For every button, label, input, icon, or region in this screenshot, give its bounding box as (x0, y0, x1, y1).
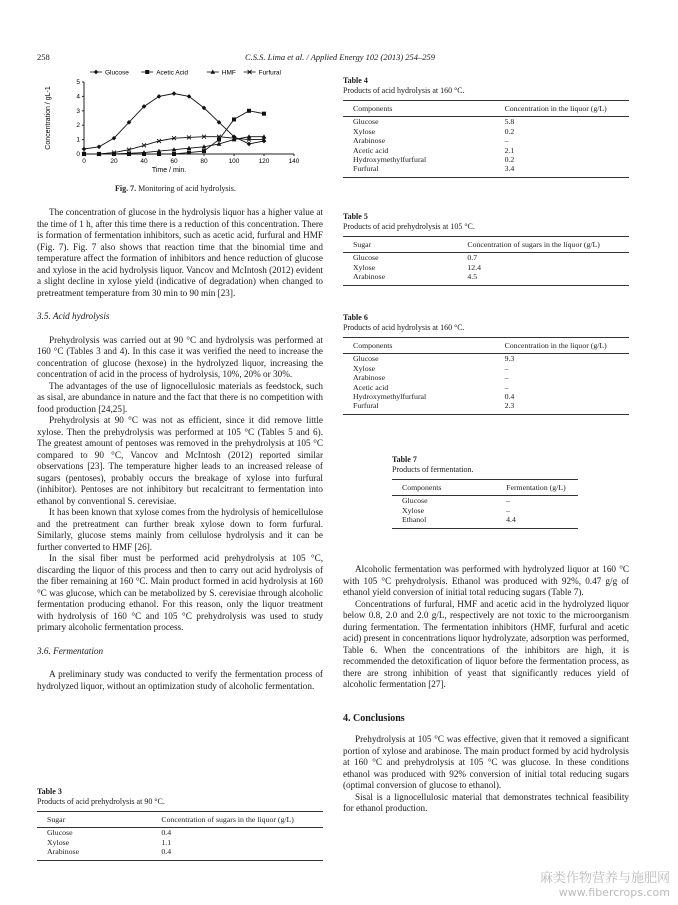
figure-caption-text: Monitoring of acid hydrolysis. (138, 184, 236, 193)
table-3 (37, 787, 323, 861)
data-point (187, 151, 191, 155)
y-tick-label: 4 (76, 93, 80, 101)
table-row (37, 847, 323, 860)
y-axis-label: Concentration / gL-1 (45, 86, 52, 150)
table-grid (37, 811, 323, 861)
x-tick-label: 0 (82, 158, 86, 165)
column-header: Sugar (343, 237, 457, 253)
table-4 (343, 76, 629, 178)
table-title: Table 5 (343, 212, 368, 221)
series-line (84, 94, 264, 150)
cell-value: 0.2 (504, 155, 515, 165)
column-header: Components (343, 101, 495, 117)
column-header: Components (392, 480, 496, 496)
table-grid (343, 337, 629, 415)
row-label: Furfural (343, 164, 495, 177)
data-point (172, 91, 177, 96)
cell-value: 9.3 (504, 354, 515, 364)
x-tick-label: 140 (288, 158, 300, 165)
cell-value: 2.3 (495, 401, 629, 414)
paragraph: In the sisal fiber must be performed acid prehydrolysis at 105 °C, discarding the liquor of this process and then to carry out acid hydrolysis of the fiber remaining at 160 °C. Main product formed in acid hydrolysis at 160 °C was glucose, which can be metabolized by S. cerevisiae through alcoholic fermentation producing ethanol. For this reason, only the liquor treatment with hydrolysis of 160 °C and 105 °C prehydrolysis was used to study primary alcoholic fermentation process. (37, 553, 323, 632)
section-heading-3-5: 3.5. Acid hydrolysis (37, 311, 110, 321)
cell-value: – (504, 382, 509, 392)
page-number: 258 (37, 52, 50, 62)
figure-caption (115, 184, 236, 193)
table-row (343, 354, 629, 364)
watermark-line-2: www.fibercrops.com (558, 886, 670, 899)
paragraph: A preliminary study was conducted to verify the fermentation process of hydrolyzed liquor, without an optimization study of alcoholic fermentation. (37, 669, 323, 691)
paragraph: Alcoholic fermentation was performed with hydrolyzed liquor at 160 °C with 105 °C prehydrolysis. Ethanol was produced with 92%, 0.47 g/g of ethanol yield conversion of initial total reducing sugars (Table 7). (343, 564, 629, 597)
cell-value: 0.4 (161, 828, 172, 838)
paragraph: Prehydrolysis at 105 °C was effective, given that it removed a significant portion of xylose and arabinose. The main product formed by acid hydrolysis at 160 °C and prehydrolysis at 105 °C was glucose. In these conditions ethanol was produced with 92% conversion of initial total reducing sugars (optimal conversion of glucose to ethanol). (343, 734, 629, 790)
legend-label: Furfural (258, 69, 282, 77)
table-title: Table 6 (343, 313, 368, 322)
cell-value: 5.8 (504, 117, 515, 127)
paragraph: Prehydrolysis at 90 °C was not as efficient, since it did remove little xylose. Then the prehydrolysis was performed at 105 °C (Tables 5 and 6). The greatest amount of pentoses was removed in the prehydrolysis at 105 °C compared to 90 °C, Vancov and McIntosh (2012) reported similar observations [23]. The temperature higher leads to an increased release of sugars (pentoses), probably occurs the breakage of xylose into furfural (inhibitor). Pentoses are not inhibitory but recalcitrant to fermentation into ethanol by conventional S. cerevisiae. (37, 415, 323, 506)
paragraph: It has been known that xylose comes from the hydrolysis of hemicellulose and the pretreatment can further break xylose down to form furfural. Similarly, glucose stems mainly from cellulose hydrolysis and it can be further converted to HMF [26]. (37, 507, 323, 552)
data-point (262, 112, 266, 116)
cell-value: – (504, 136, 509, 146)
cell-value: – (506, 505, 511, 515)
table-row (343, 155, 629, 164)
cell-value: – (504, 363, 509, 373)
row-label: Xylose (402, 505, 425, 515)
right-column (343, 564, 629, 815)
section-heading-conclusions: 4. Conclusions (343, 712, 405, 724)
figure-7-chart (40, 64, 310, 179)
table-row (343, 364, 629, 373)
watermark-line-1: 麻类作物营养与施肥网 (539, 871, 670, 886)
table-6 (343, 313, 629, 415)
column-header: Concentration in the liquor (g/L) (495, 101, 629, 117)
x-axis-label: Time / min. (151, 167, 187, 174)
table-caption: Products of acid prehydrolysis at 105 °C. (343, 222, 475, 231)
column-header: Fermentation (g/L) (496, 480, 578, 496)
table-title: Table 7 (392, 455, 417, 464)
row-label: Glucose (402, 496, 428, 506)
table-row (392, 515, 578, 528)
table-grid (392, 479, 578, 529)
cell-value: 3.4 (495, 164, 629, 177)
row-label: Acetic acid (353, 382, 389, 392)
row-label: Hydroxymethylfurfural (353, 155, 427, 165)
paragraph: The advantages of the use of lignocellulosic materials as feedstock, such as sisal, are abundance in nature and the fact that there is no competition with food production [24,25]. (37, 380, 323, 414)
table-row (343, 392, 629, 401)
row-label: Glucose (353, 117, 379, 127)
table-row (37, 838, 323, 847)
row-label: Glucose (47, 828, 73, 838)
column-header: Concentration in the liquor (g/L) (495, 338, 629, 354)
paragraph: The concentration of glucose in the hydrolysis liquor has a higher value at the time of 1 h, after this time there is a reduction of this concentration. There is formation of fermentation inhibitors, such as acetic acid, furfural and HMF (Fig. 7). Fig. 7 also shows that reaction time that the binomial time and temperature affect the formation of inhibitors and hence reduction of glucose and xylose in the acid hydrolysis liquor. Vancov and McIntosh (2012) evident a slight decline in xylose yield (indicative of degradation) when changed to pretreatment temperature from 30 min to 90 min [23]. (37, 207, 323, 298)
table-caption: Products of acid prehydrolysis at 90 °C. (37, 797, 165, 806)
y-tick-label: 0 (76, 151, 80, 158)
row-label: Arabinose (353, 136, 386, 146)
cell-value: – (504, 373, 509, 383)
table-row (343, 127, 629, 136)
data-point (97, 145, 102, 150)
row-label: Furfural (343, 401, 495, 414)
y-tick-label: 5 (76, 79, 80, 86)
paragraph: Prehydrolysis was carried out at 90 °C and hydrolysis was performed at 160 °C (Tables 3 and 4). In this case it was verified the need to increase the concentration of glucose (hexose) in the hydrolyzed liquor, increasing the concentration of acid in the process of hydrolysis, 10%, 20% or 30%. (37, 334, 323, 379)
cell-value: 4.5 (457, 272, 629, 285)
table-row (343, 146, 629, 155)
cell-value: 0.4 (151, 847, 323, 860)
table-row (343, 263, 629, 272)
y-tick-label: 1 (76, 136, 80, 144)
table-title: Table 4 (343, 76, 368, 85)
cell-value: 2.1 (504, 145, 515, 155)
table-row (343, 383, 629, 392)
row-label: Glucose (353, 253, 379, 263)
data-point (247, 142, 252, 147)
data-point (172, 152, 176, 156)
x-tick-label: 120 (258, 158, 270, 165)
table-caption: Products of acid hydrolysis at 160 °C. (343, 86, 465, 95)
row-label: Xylose (47, 837, 70, 847)
table-row (343, 164, 629, 177)
watermark (540, 867, 670, 899)
table-7 (392, 455, 578, 529)
cell-value: 0.7 (467, 253, 478, 263)
section-heading-3-6: 3.6. Fermentation (37, 645, 104, 656)
figure-caption-label: Fig. 7. (115, 184, 137, 193)
row-label: Ethanol (392, 515, 496, 528)
table-row (392, 506, 578, 515)
row-label: Xylose (353, 262, 376, 272)
y-tick-label: 2 (76, 122, 80, 130)
table-caption: Products of acid hydrolysis at 160 °C. (343, 323, 465, 332)
left-column (37, 207, 323, 692)
legend-label: Glucose (105, 69, 129, 77)
cell-value: 12.4 (467, 262, 482, 272)
x-tick-label: 100 (228, 158, 240, 165)
table-grid (343, 100, 629, 178)
x-tick-label: 40 (140, 158, 148, 165)
data-point (247, 109, 251, 113)
table-row (343, 253, 629, 263)
table-row (343, 117, 629, 127)
column-header: Concentration of sugars in the liquor (g/L) (151, 812, 323, 828)
table-row (343, 272, 629, 285)
cell-value: 1.1 (161, 837, 172, 847)
table-grid (343, 236, 629, 286)
row-label: Hydroxymethylfurfural (353, 392, 427, 402)
cell-value: 0.4 (504, 392, 515, 402)
table-row (343, 136, 629, 145)
row-label: Xylose (353, 126, 376, 136)
y-tick-label: 3 (76, 107, 80, 115)
column-header: Sugar (37, 812, 151, 828)
running-title: C.S.S. Lima et al. / Applied Energy 102 (2013) 254–259 (245, 52, 436, 62)
row-label: Xylose (353, 363, 376, 373)
legend-label: Acetic Acid (156, 69, 188, 77)
row-label: Glucose (353, 354, 379, 364)
paragraph: Sisal is a lignocellulosic material that demonstrates technical feasibility for ethanol production. (343, 791, 629, 813)
x-tick-label: 80 (200, 158, 208, 165)
table-5 (343, 212, 629, 286)
row-label: Arabinose (353, 373, 386, 383)
data-point (202, 149, 206, 153)
cell-value: 4.4 (496, 515, 578, 528)
data-point (232, 117, 236, 121)
paragraph: Concentrations of furfural, HMF and acetic acid in the hydrolyzed liquor below 0.8, 2.0 and 2.0 g/L, respectively are not toxic to the microorganism during fermentation. The fermentation inhibitors (HMF, furfural and acetic acid) present in concentrations liquor hydrolyzate, adsorption was performed, Table 6. When the concentrations of the inhibitors are high, it is recommended the detoxification of liquor before the fermentation process, as there are strong inhibition of yeast that significantly reduces yield of alcoholic fermentation [27]. (343, 598, 629, 689)
legend-label: HMF (221, 69, 236, 77)
x-tick-label: 20 (110, 158, 118, 165)
x-tick-label: 60 (170, 158, 178, 165)
table-title: Table 3 (37, 787, 62, 796)
table-row (343, 373, 629, 382)
table-row (343, 401, 629, 414)
table-row (392, 496, 578, 506)
row-label: Arabinose (343, 272, 457, 285)
row-label: Acetic acid (353, 145, 389, 155)
data-point (145, 70, 149, 74)
cell-value: – (506, 496, 511, 506)
data-point (82, 147, 87, 152)
table-caption: Products of fermentation. (392, 465, 474, 474)
column-header: Concentration of sugars in the liquor (g/L) (457, 237, 629, 253)
table-row (37, 828, 323, 838)
data-point (94, 70, 99, 75)
row-label: Arabinose (37, 847, 151, 860)
cell-value: 0.2 (504, 126, 515, 136)
column-header: Components (343, 338, 495, 354)
